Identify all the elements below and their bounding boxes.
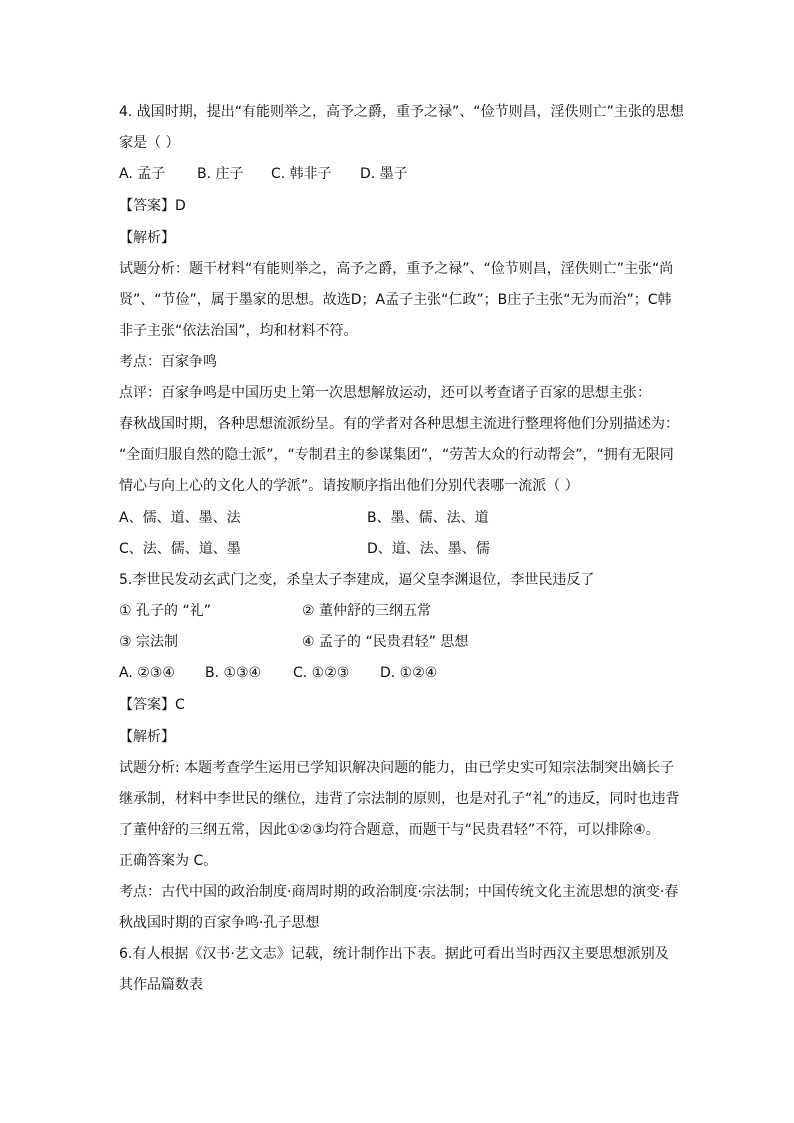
q4-analysis-line2: 贤”、“节俭”，属于墨家的思想。故选D；A孟子主张“仁政”；B庄子主张“无为而治”；C韩: [119, 292, 672, 308]
q4-analysis-line3: 非子主张“依法治国”，均和材料不符。: [119, 323, 358, 339]
q5-option-a: A. ②③④: [119, 665, 175, 681]
q5-item-1: ① 孔子的 “礼”: [119, 603, 211, 619]
q5-item-2: ② 董仲舒的三纲五常: [302, 603, 432, 619]
q5-analysis-heading: 【解析】: [119, 729, 175, 745]
q4-option-d: D. 墨子: [360, 166, 408, 182]
q4-sub-option-c: C、法、儒、道、墨: [119, 541, 241, 557]
q4-sub-option-d: D、道、法、墨、儒: [367, 541, 490, 557]
q4-sub-option-b: B、墨、儒、法、道: [367, 510, 489, 526]
q5-analysis-line4: 正确答案为 C。: [119, 853, 218, 869]
q6-stem-line1: 6.有人根据《汉书·艺文志》记载，统计制作出下表。据此可看出当时西汉主要思想派别及: [119, 946, 669, 962]
q4-answer: 【答案】D: [119, 198, 186, 214]
q5-analysis-line1: 试题分析: 本题考查学生运用已学知识解决问题的能力，由已学史实可知宗法制突出嫡长子: [119, 760, 675, 776]
q5-option-d: D. ①②④: [380, 665, 438, 681]
q5-item-3: ③ 宗法制: [119, 634, 179, 650]
q4-dianping-line1: 点评：百家争鸣是中国历史上第一次思想解放运动，还可以考查诸子百家的思想主张：: [119, 385, 651, 401]
q4-stem-line2: 家是（ ）: [119, 135, 180, 151]
q5-kaodian-line2: 秋战国时期的百家争鸣·孔子思想: [119, 915, 320, 931]
q4-option-c: C. 韩非子: [271, 166, 332, 182]
q5-analysis-line3: 了董仲舒的三纲五常，因此①②③均符合题意，而题干与“民贵君轻”不符，可以排除④。: [119, 822, 660, 838]
q4-stem-line1: 4. 战国时期，提出“有能则举之，高予之爵，重予之禄”、“俭节则昌，淫佚则亡”主张的思想: [119, 104, 684, 120]
q4-option-b: B. 庄子: [197, 166, 244, 182]
q5-option-b: B. ①③④: [205, 665, 262, 681]
q4-analysis-line1: 试题分析：题干材料“有能则举之，高予之爵，重予之禄”、“俭节则昌，淫佚则亡”主张“尚: [119, 261, 674, 277]
q5-item-4: ④ 孟子的 “民贵君轻” 思想: [302, 634, 469, 650]
q4-option-a: A. 孟子: [119, 166, 166, 182]
q4-dianping-line4: 情心与向上心的文化人的学派”。请按顺序指出他们分别代表哪一流派（ ）: [119, 478, 579, 494]
q5-stem: 5.李世民发动玄武门之变，杀皇太子李建成，逼父皇李渊退位，李世民违反了: [119, 572, 595, 588]
q5-kaodian-line1: 考点：古代中国的政治制度·商周时期的政治制度·宗法制；中国传统文化主流思想的演变·春: [119, 884, 679, 900]
q6-stem-line2: 其作品篇数表: [119, 977, 203, 993]
q4-sub-option-a: A、儒、道、墨、法: [119, 510, 241, 526]
q4-analysis-heading: 【解析】: [119, 230, 175, 246]
q5-answer: 【答案】C: [119, 697, 185, 713]
q4-dianping-line3: “全面归服自然的隐士派”，“专制君主的参谋集团”，“劳苦大众的行动帮会”，“拥有无限同: [119, 447, 674, 463]
q4-dianping-line2: 春秋战国时期，各种思想流派纷呈。有的学者对各种思想主流进行整理将他们分别描述为：: [119, 416, 679, 432]
q5-option-c: C. ①②③: [293, 665, 350, 681]
q4-kaodian: 考点：百家争鸣: [119, 354, 217, 370]
q5-analysis-line2: 继承制，材料中李世民的继位，违背了宗法制的原则，也是对孔子“礼”的违反，同时也违背: [119, 791, 680, 807]
